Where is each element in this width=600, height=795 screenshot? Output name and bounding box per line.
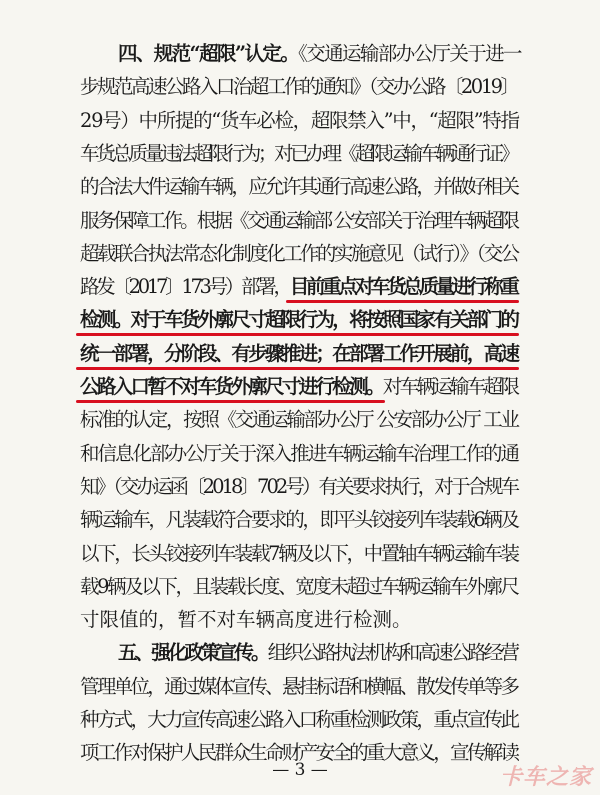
- plain-text: 以下，长头铰接列车装载7辆及以下，中置轴车辆运输车装: [80, 541, 518, 565]
- plain-text: 和信息化部办公厅关于深入推进车辆运输车治理工作的通: [80, 441, 519, 465]
- bold-text: 统一部署，分阶段、有步骤推进；在部署工作开展前，高速: [80, 341, 518, 365]
- plain-text: 路发〔2017〕173号）部署，: [80, 275, 290, 299]
- plain-text: 种方式，大力宣传高速公路入口称重检测政策，重点宣传此: [80, 708, 518, 731]
- plain-text: 车货总质量违法超限行为；对已办理《超限运输车辆通行证》: [80, 141, 517, 165]
- plain-text: 超载联合执法常态化制度化工作的实施意见（试行）》（交公: [80, 241, 518, 265]
- bold-text: 五、强化政策宣传。: [118, 641, 268, 665]
- plain-text: 的合法大件运输车辆，应允许其通行高速公路，并做好相关: [80, 175, 518, 199]
- watermark-logo: [452, 761, 592, 791]
- plain-text: 标准的认定，按照《交通运输部办公厅 公安部办公厅 工业: [80, 408, 518, 432]
- bold-text: 四、规范“超限”认定。: [118, 42, 299, 65]
- plain-text: 载9辆及以下，且装载长度、宽度未超过车辆运输车外廓尺: [80, 574, 518, 598]
- plain-text: 29号）中所提的“货车必检，超限禁入”中，“超限”特指: [80, 108, 519, 132]
- plain-text: 步规范高速公路入口治超工作的通知》（交办公路〔2019〕: [80, 75, 518, 99]
- plain-text: 知》（交办运函〔2018〕702号）有关要求执行，对于合规车: [80, 474, 518, 498]
- plain-text: 对车辆运输车超限: [382, 375, 518, 398]
- plain-text: 辆运输车，凡装载符合要求的，即平头铰接列车装载6辆及: [80, 508, 518, 532]
- plain-text: 管理单位，通过媒体宣传、悬挂标语和横幅、散发传单等多: [80, 674, 518, 698]
- bold-text: 检测。对于车货外廓尺寸超限行为，将按照国家有关部门的: [80, 308, 518, 332]
- plain-text: 组织公路执法机构和高速公路经营: [267, 641, 518, 665]
- plain-text: 项工作对保护人民群众生命财产安全的重大意义，宣传解读: [80, 741, 518, 765]
- page-number: — 3 —: [272, 760, 328, 780]
- bold-text: 目前重点对车货总质量进行称重: [289, 275, 517, 299]
- plain-text: 寸限值的，暂不对车辆高度进行检测。: [80, 608, 412, 632]
- plain-text: 服务保障工作。根据《交通运输部 公安部关于治理车辆超限: [80, 208, 518, 232]
- bold-text: 公路入口暂不对车货外廓尺寸进行检测。: [80, 375, 383, 398]
- watermark-text: 卡车之家: [499, 765, 592, 790]
- plain-text: 《交通运输部办公厅关于进一: [298, 42, 521, 65]
